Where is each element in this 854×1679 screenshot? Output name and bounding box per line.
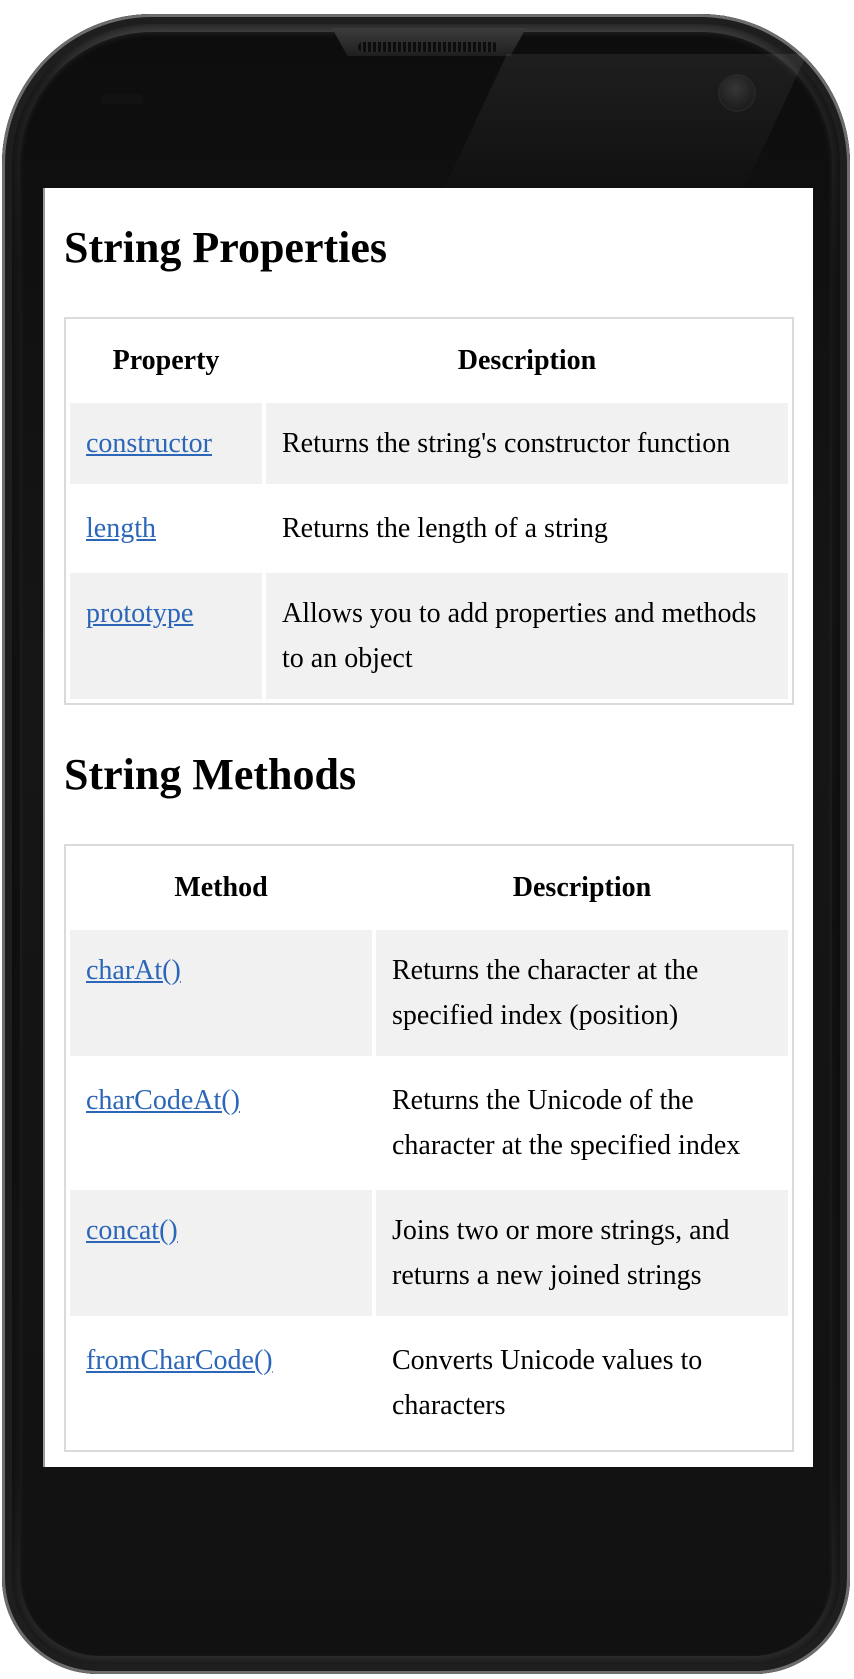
section-title-properties: String Properties xyxy=(64,223,388,272)
column-header-property: Property xyxy=(70,323,262,399)
table-row xyxy=(70,488,788,569)
method-description: Converts Unicode values to characters xyxy=(392,1344,703,1421)
property-description: Allows you to add properties and methods to an object xyxy=(266,573,788,699)
table-header-row xyxy=(70,850,788,926)
property-link-prototype[interactable]: prototype xyxy=(86,597,194,629)
table-row xyxy=(70,1320,788,1446)
column-header-description: Description xyxy=(376,850,788,926)
property-link-length[interactable]: length xyxy=(86,512,156,544)
table-row xyxy=(70,1060,788,1186)
table-row xyxy=(70,573,788,699)
column-header-description: Description xyxy=(266,323,788,399)
method-link-charat[interactable]: charAt() xyxy=(86,954,181,986)
property-link-constructor[interactable]: constructor xyxy=(86,427,212,459)
column-header-method: Method xyxy=(70,850,372,926)
front-camera-icon xyxy=(720,76,754,110)
page-content xyxy=(45,188,813,1452)
methods-table xyxy=(64,844,794,1452)
method-description: Returns the Unicode of the character at the specified index xyxy=(392,1084,741,1161)
proximity-sensor xyxy=(100,94,144,104)
section-title-methods: String Methods xyxy=(64,749,357,799)
method-description: Returns the character at the specified index (position) xyxy=(376,930,788,1056)
earpiece-speaker xyxy=(358,42,498,52)
property-description: Returns the string's constructor function xyxy=(266,403,788,484)
phone-screen[interactable] xyxy=(43,188,813,1467)
properties-table xyxy=(64,317,794,705)
table-row xyxy=(70,1190,788,1316)
method-link-charcodeat[interactable]: charCodeAt() xyxy=(86,1084,240,1116)
table-row xyxy=(70,403,788,484)
table-row xyxy=(70,930,788,1056)
method-link-concat[interactable]: concat() xyxy=(86,1214,178,1246)
method-description: Joins two or more strings, and returns a new joined strings xyxy=(376,1190,788,1316)
property-description: Returns the length of a string xyxy=(282,512,608,544)
method-link-fromcharcode[interactable]: fromCharCode() xyxy=(86,1344,273,1376)
table-header-row xyxy=(70,323,788,399)
